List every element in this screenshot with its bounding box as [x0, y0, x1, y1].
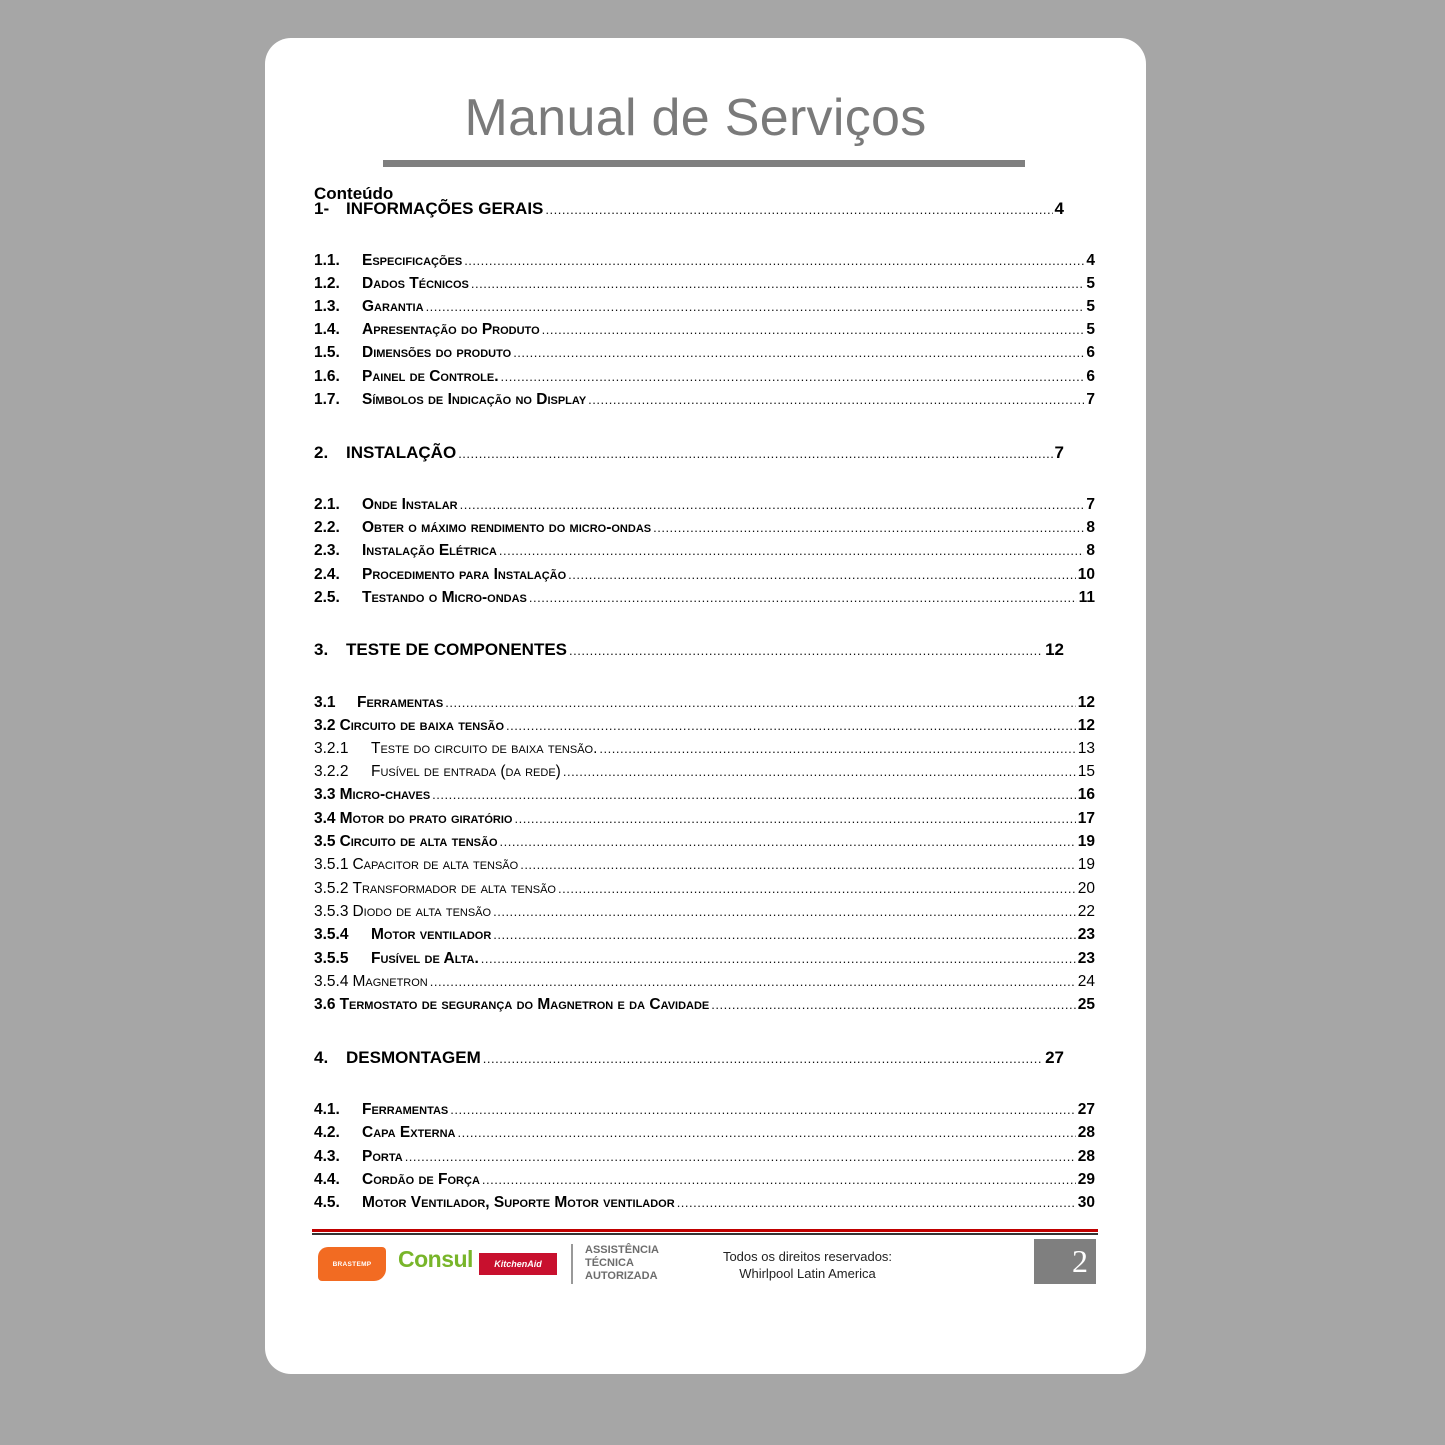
- toc-entry-2-4[interactable]: 2.4. Procedimento para Instalação ..... 10: [314, 564, 1095, 586]
- toc-entry-3-5-3[interactable]: 3.5.3 Diodo de alta tensão ..... 22: [314, 901, 1095, 923]
- toc-entry-1-1[interactable]: 1.1. Especificações ..... 4: [314, 250, 1095, 272]
- toc-entry-3-5-5[interactable]: 3.5.5 Fusível de Alta. ..... 23: [314, 948, 1095, 970]
- toc-entry-2-3[interactable]: 2.3. Instalação Elétrica ..... 8: [314, 540, 1095, 562]
- toc-entry-3-6[interactable]: 3.6 Termostato de segurança do Magnetron e da Cavidade ..... 25: [314, 994, 1095, 1016]
- title-underline: [383, 160, 1025, 167]
- toc-entry-1-6[interactable]: 1.6. Painel de Controle. ..... 6: [314, 366, 1095, 388]
- toc-entry-2-1[interactable]: 2.1. Onde Instalar ..... 7: [314, 494, 1095, 516]
- page-title: Manual de Serviços: [464, 89, 927, 147]
- toc-entry-1-4[interactable]: 1.4. Apresentação do Produto ..... 5: [314, 319, 1095, 341]
- manual-page: [265, 38, 1146, 1374]
- toc-entry-3-2-1[interactable]: 3.2.1 Teste do circuito de baixa tensão. ..... 13: [314, 738, 1095, 760]
- toc-entry-2-2[interactable]: 2.2. Obter o máximo rendimento do micro-ondas ..... 8: [314, 517, 1095, 539]
- toc-entry-3-5-1[interactable]: 3.5.1 Capacitor de alta tensão ..... 19: [314, 854, 1095, 876]
- consul-logo: Consul: [398, 1246, 473, 1272]
- toc-entry-4-1[interactable]: 4.1. Ferramentas ..... 27: [314, 1099, 1095, 1121]
- footer-rule-dark: [312, 1233, 1098, 1235]
- toc-entry-3-5[interactable]: 3.5 Circuito de alta tensão ..... 19: [314, 831, 1095, 853]
- toc-entry-3-2[interactable]: 3.2 Circuito de baixa tensão ..... 12: [314, 715, 1095, 737]
- contents-heading: Conteúdo: [314, 184, 394, 203]
- toc-entry-3-5-4-motor[interactable]: 3.5.4 Motor ventilador ..... 23: [314, 924, 1095, 946]
- footer-rule-red: [312, 1229, 1098, 1232]
- rights-notice: Todos os direitos reservados: Whirlpool Latin America: [722, 1249, 893, 1281]
- toc-entry-4-3[interactable]: 4.3. Porta ..... 28: [314, 1146, 1095, 1168]
- authorized-assistance-label: ASSISTÊNCIA TÉCNICA AUTORIZADA: [585, 1244, 659, 1282]
- kitchenaid-logo: KitchenAid: [479, 1253, 557, 1275]
- toc-entry-3-5-2[interactable]: 3.5.2 Transformador de alta tensão ..... 20: [314, 878, 1095, 900]
- brastemp-logo: BRASTEMP: [318, 1247, 386, 1281]
- toc-entry-1-3[interactable]: 1.3. Garantia ..... 5: [314, 296, 1095, 318]
- toc-entry-1-5[interactable]: 1.5. Dimensões do produto ..... 6: [314, 342, 1095, 364]
- toc-entry-4-5[interactable]: 4.5. Motor Ventilador, Suporte Motor ventilador ..... 30: [314, 1192, 1095, 1214]
- toc-chapter-1[interactable]: 1- INFORMAÇÕES GERAIS ..... 4: [314, 198, 1064, 220]
- toc-entry-4-2[interactable]: 4.2. Capa Externa ..... 28: [314, 1122, 1095, 1144]
- toc-entry-2-5[interactable]: 2.5. Testando o Micro-ondas ..... 11: [314, 587, 1095, 609]
- toc-entry-3-5-4-magnetron[interactable]: 3.5.4 Magnetron ..... 24: [314, 971, 1095, 993]
- toc-chapter-4[interactable]: 4. DESMONTAGEM ..... 27: [314, 1047, 1064, 1069]
- toc-entry-4-4[interactable]: 4.4. Cordão de Força ..... 29: [314, 1169, 1095, 1191]
- toc-chapter-3[interactable]: 3. TESTE DE COMPONENTES ..... 12: [314, 639, 1064, 661]
- toc-entry-1-7[interactable]: 1.7. Símbolos de Indicação no Display ..... 7: [314, 389, 1095, 411]
- toc-entry-3-2-2[interactable]: 3.2.2 Fusível de entrada (da rede) ..... 15: [314, 761, 1095, 783]
- toc-entry-3-3[interactable]: 3.3 Micro-chaves ..... 16: [314, 784, 1095, 806]
- toc-entry-1-2[interactable]: 1.2. Dados Técnicos ..... 5: [314, 273, 1095, 295]
- footer-divider: [571, 1244, 573, 1284]
- page-number: 2: [1034, 1239, 1096, 1284]
- toc-entry-3-1[interactable]: 3.1 Ferramentas ..... 12: [314, 692, 1095, 714]
- toc-entry-3-4[interactable]: 3.4 Motor do prato giratório ..... 17: [314, 808, 1095, 830]
- toc-chapter-2[interactable]: 2. INSTALAÇÃO ..... 7: [314, 442, 1064, 464]
